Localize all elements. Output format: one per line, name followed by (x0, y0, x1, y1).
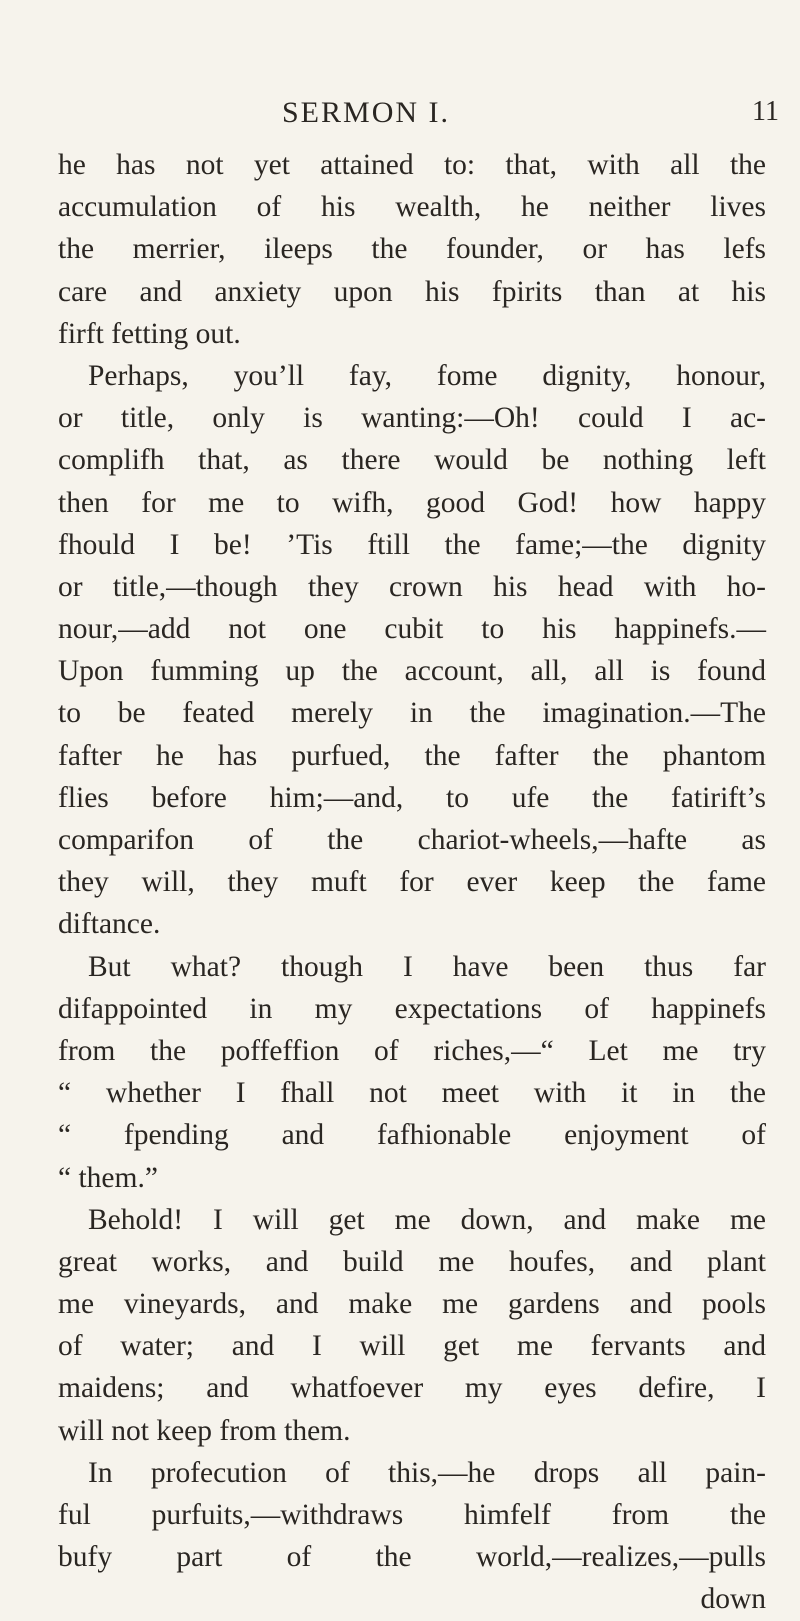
page-number: 11 (752, 96, 779, 127)
text-line: fafter he has purfued, the fafter the phantom (58, 739, 766, 772)
text-line: bufy part of the world,—realizes,—pulls (58, 1541, 766, 1574)
text-line: fhould I be! ’Tis ftill the fame;—the dignity (58, 528, 766, 561)
running-head: SERMON I. (282, 96, 451, 129)
text-line: ful purfuits,—withdraws himfelf from the (58, 1499, 766, 1531)
text-line: comparifon of the chariot-wheels,—hafte as (58, 824, 766, 856)
text-line: “ them.” (58, 1161, 158, 1194)
text-line: flies before him;—and, to ufe the fatirift’s (58, 781, 766, 814)
body-text (58, 144, 766, 1621)
text-line: In profecution of this,—he drops all pain- (88, 1456, 766, 1489)
text-line: nour,—add not one cubit to his happinefs.— (58, 613, 766, 646)
text-line: he has not yet attained to: that, with all the (58, 149, 766, 181)
page-header (0, 96, 800, 136)
text-line: Perhaps, you’ll fay, fome dignity, honour, (88, 359, 766, 392)
text-line: the merrier, ileeps the founder, or has lefs (58, 233, 766, 266)
text-line: of water; and I will get me fervants and (58, 1330, 766, 1363)
text-line: to be feated merely in the imagination.—The (58, 697, 766, 730)
text-line: or title,—though they crown his head with ho- (58, 570, 766, 603)
text-line: or title, only is wanting:—Oh! could I ac- (58, 402, 766, 435)
text-line: me vineyards, and make me gardens and pools (58, 1288, 766, 1321)
text-line: from the poffeffion of riches,—“ Let me try (58, 1034, 766, 1067)
text-line: accumulation of his wealth, he neither lives (58, 191, 766, 224)
text-line: will not keep from them. (58, 1414, 351, 1447)
text-line: maidens; and whatfoever my eyes defire, I (58, 1372, 766, 1405)
text-line: Upon fumming up the account, all, all is found (58, 655, 766, 688)
text-line: firft fetting out. (58, 317, 241, 350)
text-line: But what? though I have been thus far (88, 950, 766, 983)
text-line: then for me to wifh, good God! how happy (58, 486, 766, 519)
text-line: difappointed in my expectations of happinefs (58, 992, 766, 1025)
text-line: complifh that, as there would be nothing left (58, 444, 766, 477)
text-line: “ whether I fhall not meet with it in the (58, 1077, 766, 1110)
text-line: care and anxiety upon his fpirits than at his (58, 275, 766, 308)
text-line: great works, and build me houfes, and plant (58, 1245, 766, 1278)
text-line: Behold! I will get me down, and make me (88, 1203, 766, 1236)
catchword: down (700, 1583, 766, 1616)
text-line: “ fpending and fafhionable enjoyment of (58, 1119, 766, 1152)
text-line: diftance. (58, 908, 161, 941)
text-line: they will, they muft for ever keep the fame (58, 866, 766, 899)
